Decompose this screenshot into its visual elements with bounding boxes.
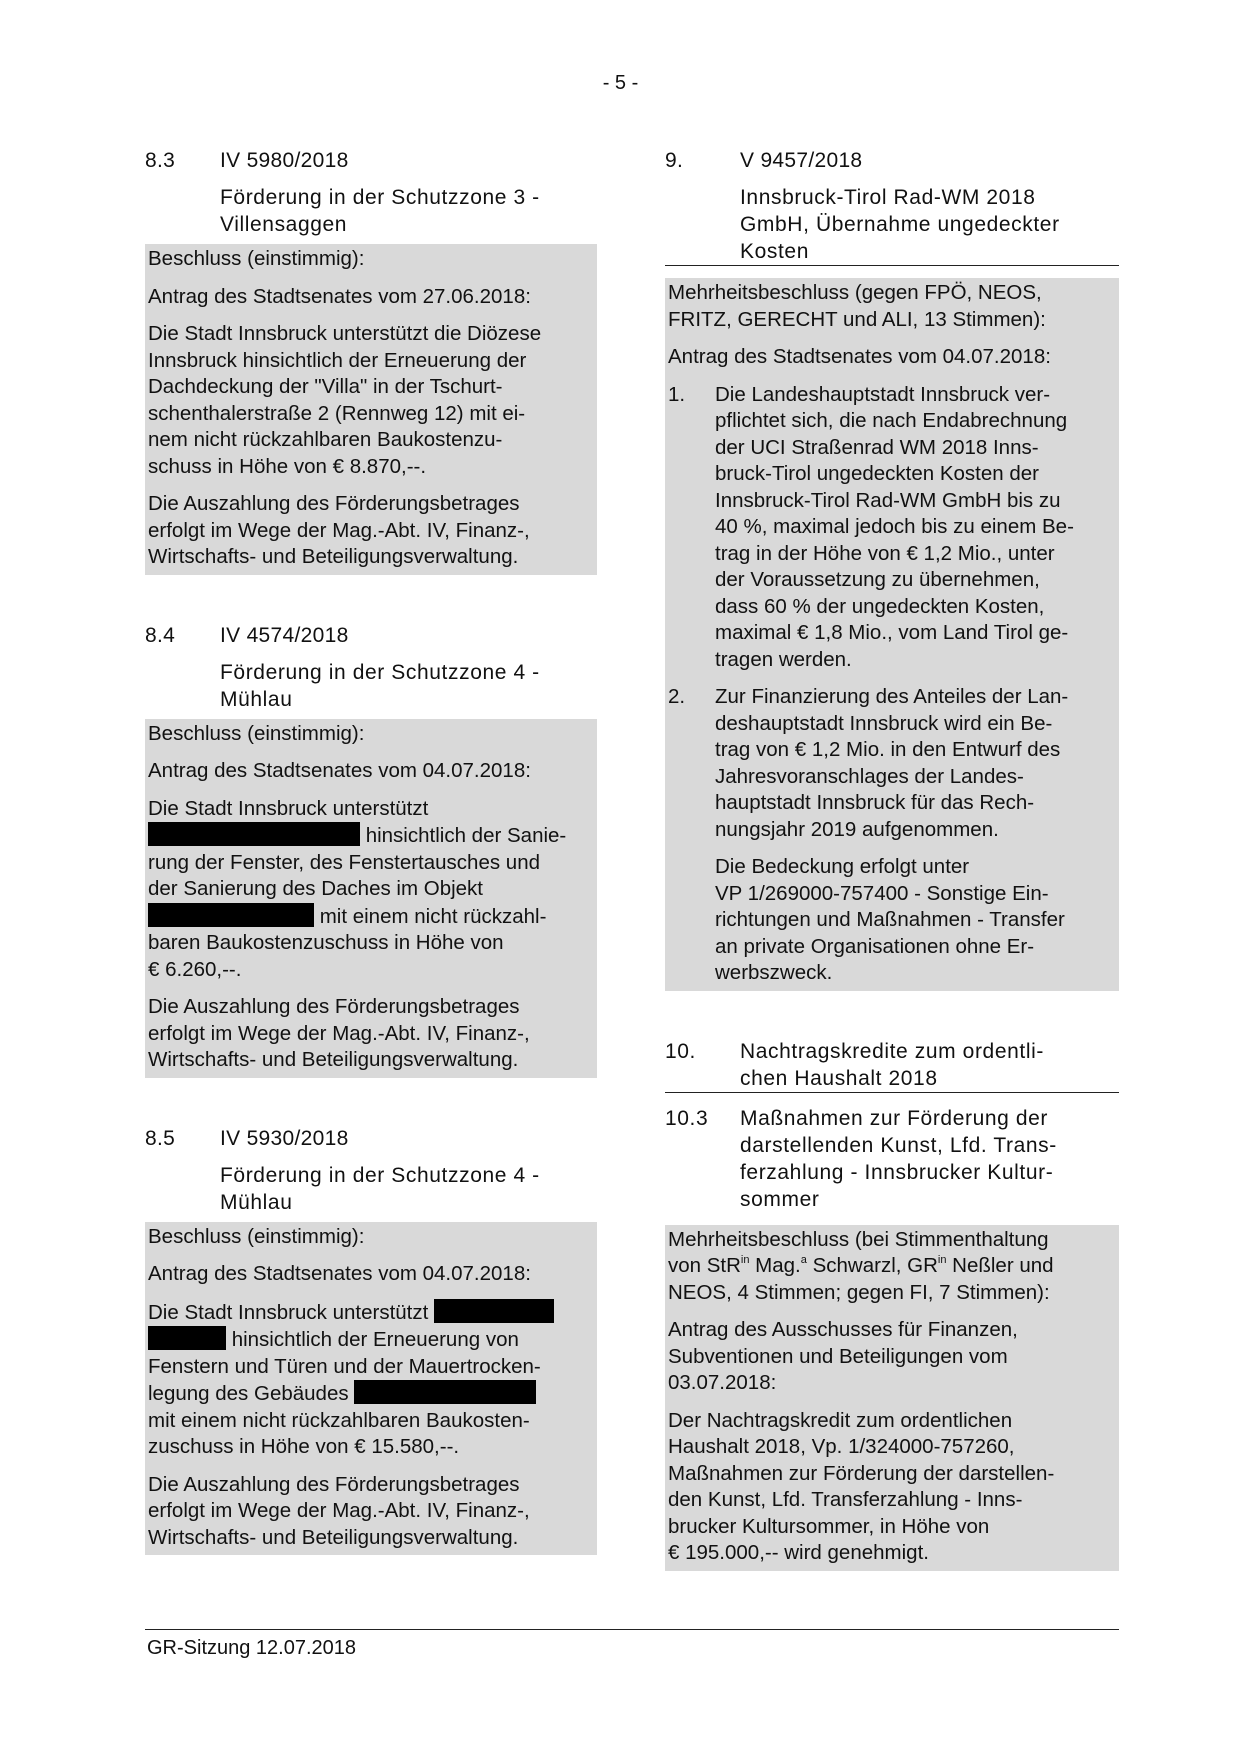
item-8-3 <box>145 147 597 575</box>
title-line: Förderung in der Schutzzone 3 - <box>220 186 540 209</box>
item-10 <box>665 1038 1119 1093</box>
resolution-box <box>145 719 597 1078</box>
item-9 <box>665 147 1119 991</box>
item-number: 8.4 <box>145 623 176 647</box>
item-number: 10.3 <box>665 1106 709 1130</box>
title-line: GmbH, Übernahme ungedeckter <box>740 213 1060 236</box>
item-title <box>220 1162 597 1216</box>
item-8-5 <box>145 1125 597 1556</box>
item-heading <box>665 1105 1119 1213</box>
item-heading <box>145 1125 597 1152</box>
funding-note: Die Bedeckung erfolgt unter VP 1/269000-757400 - Sonstige Ein- richtungen und Maßnahmen - Transfer an private Organisationen ohne Er- werbszweck. <box>715 855 1065 984</box>
title-line: Mühlau <box>220 687 293 711</box>
footer-text: GR-Sitzung 12.07.2018 <box>147 1637 357 1659</box>
item-10-3 <box>665 1105 1119 1571</box>
decision-label: Mehrheitsbeschluss (gegen FPÖ, NEOS, FRITZ, GERECHT und ALI, 13 Stimmen): <box>668 281 1046 331</box>
resolution-points <box>668 382 1116 987</box>
payout-text: Die Auszahlung des Förderungsbetrages erfolgt im Wege der Mag.-Abt. IV, Finanz-, Wirtschafts- und Beteiligungsverwaltung. <box>148 1472 530 1549</box>
item-heading <box>665 147 1119 174</box>
item-reference: IV 5930/2018 <box>220 1126 349 1150</box>
redaction-bar <box>354 1380 536 1404</box>
item-title <box>740 184 1119 265</box>
item-reference: IV 5980/2018 <box>220 149 349 172</box>
redaction-bar <box>148 1326 226 1350</box>
resolution-text: Die Stadt Innsbruck unterstützt die Diözese Innsbruck hinsichtlich der Erneuerung der Dachdeckung der "Villa" in der Tschurt- schenthalerstraße 2 (Rennweg 12) mit ei- nem nicht rückzahlbaren Baukostenzu- schuss in Höhe von € 8.870,--. <box>148 322 542 478</box>
item-reference: V 9457/2018 <box>740 149 863 172</box>
item-title: Nachtragskredite zum ordentli- chen Haushalt 2018 <box>740 1039 1044 1090</box>
motion-label: Antrag des Stadtsenates vom 27.06.2018: <box>148 284 531 308</box>
item-number: 10. <box>665 1039 696 1063</box>
motion-label: Antrag des Stadtsenates vom 04.07.2018: <box>668 345 1051 368</box>
resolution-box <box>145 244 597 575</box>
title-line: Innsbruck-Tirol Rad-WM 2018 <box>740 186 1036 209</box>
item-title: Maßnahmen zur Förderung der darstellenden Kunst, Lfd. Trans- ferzahlung - Innsbrucker Kultur- sommer <box>740 1106 1057 1211</box>
item-title <box>220 184 597 238</box>
item-heading <box>665 1038 1119 1092</box>
page-number: - 5 - <box>602 72 639 94</box>
list-item: 1. Die Landeshauptstadt Innsbruck ver- pflichtet sich, die nach Endabrechnung der UCI Straßenrad WM 2018 Inns- bruck-Tirol ungedeckten Kosten der Innsbruck-Tirol Rad-WM GmbH bis zu 40 %, maximal jedoch bis zu einem Be- trag in der Höhe von € 1,2 Mio., unter der Voraussetzung zu übernehmen, dass 60 % der ungedeckten Kosten, maximal € 1,8 Mio., vom Land Tirol ge- tragen werden. <box>668 382 1074 671</box>
decision-label: Beschluss (einstimmig): <box>148 1224 365 1248</box>
resolution-text: Die Stadt Innsbruck unterstützt hinsichtlich der Erneuerung von Fenstern und Türen und der Mauertrocken- legung des Gebäudes mit einem nicht rückzahlbaren Baukosten- zuschuss in Höhe von € 15.580,--. <box>148 1299 594 1461</box>
payout-text: Die Auszahlung des Förderungsbetrages erfolgt im Wege der Mag.-Abt. IV, Finanz-, Wirtschafts- und Beteiligungsverwaltung. <box>148 995 530 1071</box>
item-heading <box>145 622 597 649</box>
title-line: Mühlau <box>220 1190 293 1214</box>
resolution-box <box>665 278 1119 991</box>
item-number: 8.5 <box>145 1126 176 1150</box>
resolution-text: Der Nachtragskredit zum ordentlichen Haushalt 2018, Vp. 1/324000-757260, Maßnahmen zur Förderung der darstellen- den Kunst, Lfd. Transferzahlung - Inns- brucker Kultursommer, in Höhe von € 195.000,-- wird genehmigt. <box>668 1408 1055 1564</box>
title-line: Kosten <box>740 240 809 263</box>
title-line: Förderung in der Schutzzone 4 - <box>220 660 540 684</box>
item-title <box>220 659 597 713</box>
resolution-text: Die Stadt Innsbruck unterstützt hinsichtlich der Sanie- rung der Fenster, des Fenstertausches und der Sanierung des Daches im Objekt mit einem nicht rückzahl- baren Baukostenzuschuss in Höhe von € 6.260,--. <box>148 796 567 981</box>
footer-divider <box>145 1629 1119 1630</box>
title-line: Förderung in der Schutzzone 4 - <box>220 1163 540 1187</box>
redaction-bar <box>434 1299 554 1323</box>
motion-label: Antrag des Stadtsenates vom 04.07.2018: <box>148 1262 531 1285</box>
item-8-4 <box>145 622 597 1078</box>
resolution-box <box>145 1222 597 1556</box>
right-column <box>665 147 1119 1571</box>
redaction-bar <box>148 822 360 846</box>
decision-label: Mehrheitsbeschluss (bei Stimmenthaltung von StR$^{in}$ Mag.$^a$ Schwarzl, $GR^{in}$ Neßler und NEOS, 4 Stimmen; gegen FI, 7 Stimmen): <box>668 1227 1054 1304</box>
left-column <box>145 147 597 1555</box>
item-title-block <box>665 184 1119 266</box>
list-item: 2. Zur Finanzierung des Anteiles der Lan- deshauptstadt Innsbruck wird ein Be- trag von € 1,2 Mio. in den Entwurf des Jahresvoranschlages der Landes- hauptstadt Innsbruck für das Rech- nungsjahr 2019 aufgenommen. Die Bedeckung erfolgt unter VP 1/269000-757400 - Sonstige Ein- richtungen und Maßnahmen - Transfer an private Organisationen ohne Er- werbszweck. <box>668 684 1116 987</box>
title-line: Villensaggen <box>220 213 348 236</box>
item-number: 9. <box>665 149 684 172</box>
decision-label: Beschluss (einstimmig): <box>148 721 365 745</box>
motion-label: Antrag des Stadtsenates vom 04.07.2018: <box>148 759 531 782</box>
resolution-box <box>665 1225 1119 1571</box>
redaction-bar <box>148 903 314 927</box>
item-reference: IV 4574/2018 <box>220 623 349 647</box>
payout-text: Die Auszahlung des Förderungsbetrages erfolgt im Wege der Mag.-Abt. IV, Finanz-, Wirtschafts- und Beteiligungsverwaltung. <box>148 492 530 568</box>
decision-label: Beschluss (einstimmig): <box>148 247 365 270</box>
item-number: 8.3 <box>145 149 176 172</box>
motion-label: Antrag des Ausschusses für Finanzen, Subventionen und Beteiligungen vom 03.07.2018: <box>668 1318 1018 1394</box>
item-heading <box>145 147 597 174</box>
